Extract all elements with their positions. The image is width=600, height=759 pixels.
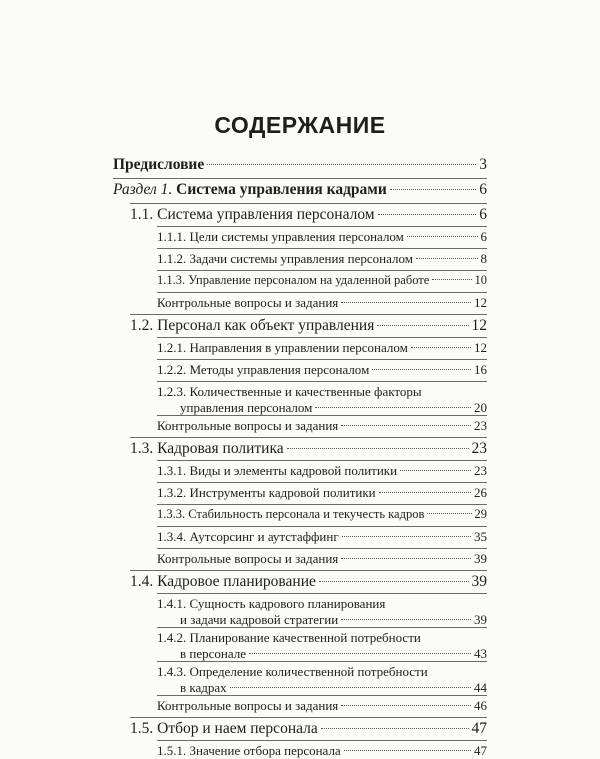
toc-entry-label: и задачи кадровой стратегии [180, 612, 339, 627]
toc-page-number: 3 [479, 156, 487, 173]
toc-leader-dots [342, 536, 471, 537]
toc-leader-dots [411, 347, 471, 348]
toc-page-number: 12 [474, 295, 487, 310]
toc-entry-label: 1.1. Система управления персоналом [130, 206, 375, 223]
toc-page-number: 20 [474, 400, 487, 415]
toc-leader-dots [207, 164, 476, 165]
toc-page-number: 47 [471, 720, 487, 737]
divider-line [157, 292, 487, 293]
toc-entry-1-1[interactable] [130, 206, 487, 224]
toc-leader-dots [287, 448, 469, 449]
toc-entry-1-4[interactable] [130, 573, 487, 591]
divider-line [157, 740, 487, 741]
toc-entry-1-3-4[interactable] [157, 529, 487, 545]
toc-entry-label: 1.3.1. Виды и элементы кадровой политики [157, 463, 398, 478]
toc-page-number: 23 [471, 440, 487, 457]
toc-entry-1-3-1[interactable] [157, 463, 487, 479]
toc-entry-label: 1.5. Отбор и наем персонала [130, 720, 318, 737]
toc-page-number: 12 [471, 317, 487, 334]
toc-leader-dots [230, 687, 471, 688]
toc-entry-1-2-2[interactable] [157, 362, 487, 378]
toc-leader-dots [390, 189, 476, 190]
toc-entry-1-1-1[interactable] [157, 229, 487, 245]
divider-line [157, 248, 487, 249]
toc-entry-label: 1.1.3. Управление персоналом на удаленной работе [157, 273, 430, 287]
toc-page-number: 43 [474, 646, 487, 661]
toc-page-number: 39 [471, 573, 487, 590]
toc-page-number: 35 [474, 529, 487, 544]
divider-line [157, 661, 487, 662]
toc-entry-label: Система управления кадрами [176, 181, 387, 198]
toc-page-number: 47 [474, 743, 487, 758]
toc-leader-dots [432, 279, 471, 280]
toc-leader-dots [341, 425, 471, 426]
toc-leader-dots [416, 258, 478, 259]
toc-entry-review-1-1[interactable] [157, 295, 487, 311]
divider-line [130, 717, 487, 718]
toc-page-number: 44 [474, 680, 487, 695]
toc-entry-body [130, 720, 487, 738]
toc-entry-label: Контрольные вопросы и задания [157, 698, 339, 713]
toc-page-number: 6 [479, 181, 487, 198]
divider-line [157, 695, 487, 696]
toc-entry-label: 1.3. Кадровая политика [130, 440, 284, 457]
toc-entry-body [157, 698, 487, 714]
toc-entry-review-1-2[interactable] [157, 418, 487, 434]
toc-page-number: 23 [474, 418, 487, 433]
toc-leader-dots [341, 619, 471, 620]
divider-line [157, 337, 487, 338]
toc-leader-dots [341, 705, 471, 706]
divider-line [113, 178, 487, 179]
toc-entry-label: в персонале [180, 646, 246, 661]
toc-entry-1-1-2[interactable] [157, 251, 487, 267]
toc-page-number: 6 [480, 229, 487, 244]
toc-entry-1-3[interactable] [130, 440, 487, 458]
toc-leader-dots [315, 407, 471, 408]
divider-line [157, 270, 487, 271]
toc-entry-label-line1: 1.4.1. Сущность кадрового планирования [157, 596, 386, 611]
toc-entry-label: 1.2.2. Методы управления персоналом [157, 362, 370, 377]
toc-leader-dots [319, 581, 469, 582]
toc-entry-body [157, 743, 487, 759]
toc-entry-label: Контрольные вопросы и задания [157, 295, 339, 310]
toc-entry-label: 1.1.2. Задачи системы управления персоналом [157, 251, 413, 266]
toc-leader-dots [377, 325, 468, 326]
toc-leader-dots [344, 750, 471, 751]
toc-page-number: 29 [474, 507, 487, 521]
divider-line [157, 548, 487, 549]
toc-leader-dots [427, 513, 471, 514]
divider-line [157, 381, 487, 382]
toc-page-number: 16 [474, 362, 487, 377]
toc-entry-label: 1.3.3. Стабильность персонала и текучесть кадров [157, 507, 425, 521]
toc-entry-1-4-2[interactable] [157, 630, 487, 662]
toc-page-number: 12 [474, 340, 487, 355]
toc-page-number: 23 [474, 463, 487, 478]
toc-entry-1-1-3[interactable] [157, 273, 487, 288]
toc-leader-dots [400, 470, 471, 471]
toc-entry-review-1-3[interactable] [157, 551, 487, 567]
toc-page-number: 6 [479, 206, 487, 223]
divider-line [157, 415, 487, 416]
divider-line [157, 526, 487, 527]
toc-entry-1-2-1[interactable] [157, 340, 487, 356]
toc-entry-1-2-3[interactable] [157, 384, 487, 416]
toc-entry-label: управления персоналом [180, 400, 313, 415]
divider-line [130, 437, 487, 438]
divider-line [157, 504, 487, 505]
divider-line [157, 226, 487, 227]
divider-line [130, 570, 487, 571]
toc-entry-1-4-3[interactable] [157, 664, 487, 696]
toc-entry-label: 1.1.1. Цели системы управления персоналом [157, 229, 404, 244]
toc-entry-1-5-1[interactable] [157, 743, 487, 759]
page-title: СОДЕРЖАНИЕ [214, 112, 386, 138]
toc-page-number: 39 [474, 612, 487, 627]
toc-entry-preface[interactable] [113, 156, 487, 174]
toc-leader-dots [379, 492, 471, 493]
toc-entry-1-3-3[interactable] [157, 507, 487, 522]
toc-leader-dots [341, 558, 471, 559]
toc-entry-label: Предисловие [113, 156, 205, 173]
toc-entry-review-1-4[interactable] [157, 698, 487, 714]
toc-entry-label-line1: 1.2.3. Количественные и качественные факторы [157, 384, 422, 399]
toc-entry-label: Контрольные вопросы и задания [157, 551, 339, 566]
toc-entry-1-3-2[interactable] [157, 485, 487, 501]
toc-page-number: 8 [480, 251, 487, 266]
toc-entry-label: 1.3.2. Инструменты кадровой политики [157, 485, 376, 500]
toc-entry-label: 1.4. Кадровое планирование [130, 573, 316, 590]
toc-section-prefix: Раздел 1. [113, 181, 173, 198]
toc-entry-label: 1.2. Персонал как объект управления [130, 317, 375, 334]
toc-leader-dots [321, 728, 469, 729]
divider-line [157, 460, 487, 461]
toc-page-number: 39 [474, 551, 487, 566]
toc-entry-1-4-1[interactable] [157, 596, 487, 628]
toc-entry-label: 1.2.1. Направления в управлении персоналом [157, 340, 408, 355]
toc-page-number: 46 [474, 698, 487, 713]
toc-leader-dots [249, 653, 471, 654]
toc-entry-label: в кадрах [180, 680, 227, 695]
divider-line [157, 359, 487, 360]
divider-line [157, 482, 487, 483]
toc-entry-label: Контрольные вопросы и задания [157, 418, 339, 433]
divider-line [157, 593, 487, 594]
toc-entry-label-line1: 1.4.3. Определение количественной потребности [157, 664, 428, 679]
divider-line [130, 203, 487, 204]
toc-entry-body [157, 680, 487, 696]
toc-entry-label: 1.3.4. Аутсорсинг и аутстаффинг [157, 529, 339, 544]
toc-page-number: 26 [474, 485, 487, 500]
toc-leader-dots [407, 236, 478, 237]
toc-page-number: 10 [474, 273, 487, 287]
toc-entry-label-line1: 1.4.2. Планирование качественной потребности [157, 630, 421, 645]
toc-leader-dots [341, 302, 471, 303]
toc-entry-1-2[interactable] [130, 317, 487, 335]
toc-leader-dots [372, 369, 471, 370]
toc-entry-1-5[interactable] [130, 720, 487, 738]
divider-line [130, 314, 487, 315]
toc-leader-dots [378, 214, 477, 215]
toc-entry-label: 1.5.1. Значение отбора персонала [157, 743, 341, 758]
toc-entry-section-1[interactable] [113, 181, 487, 199]
divider-line [157, 627, 487, 628]
